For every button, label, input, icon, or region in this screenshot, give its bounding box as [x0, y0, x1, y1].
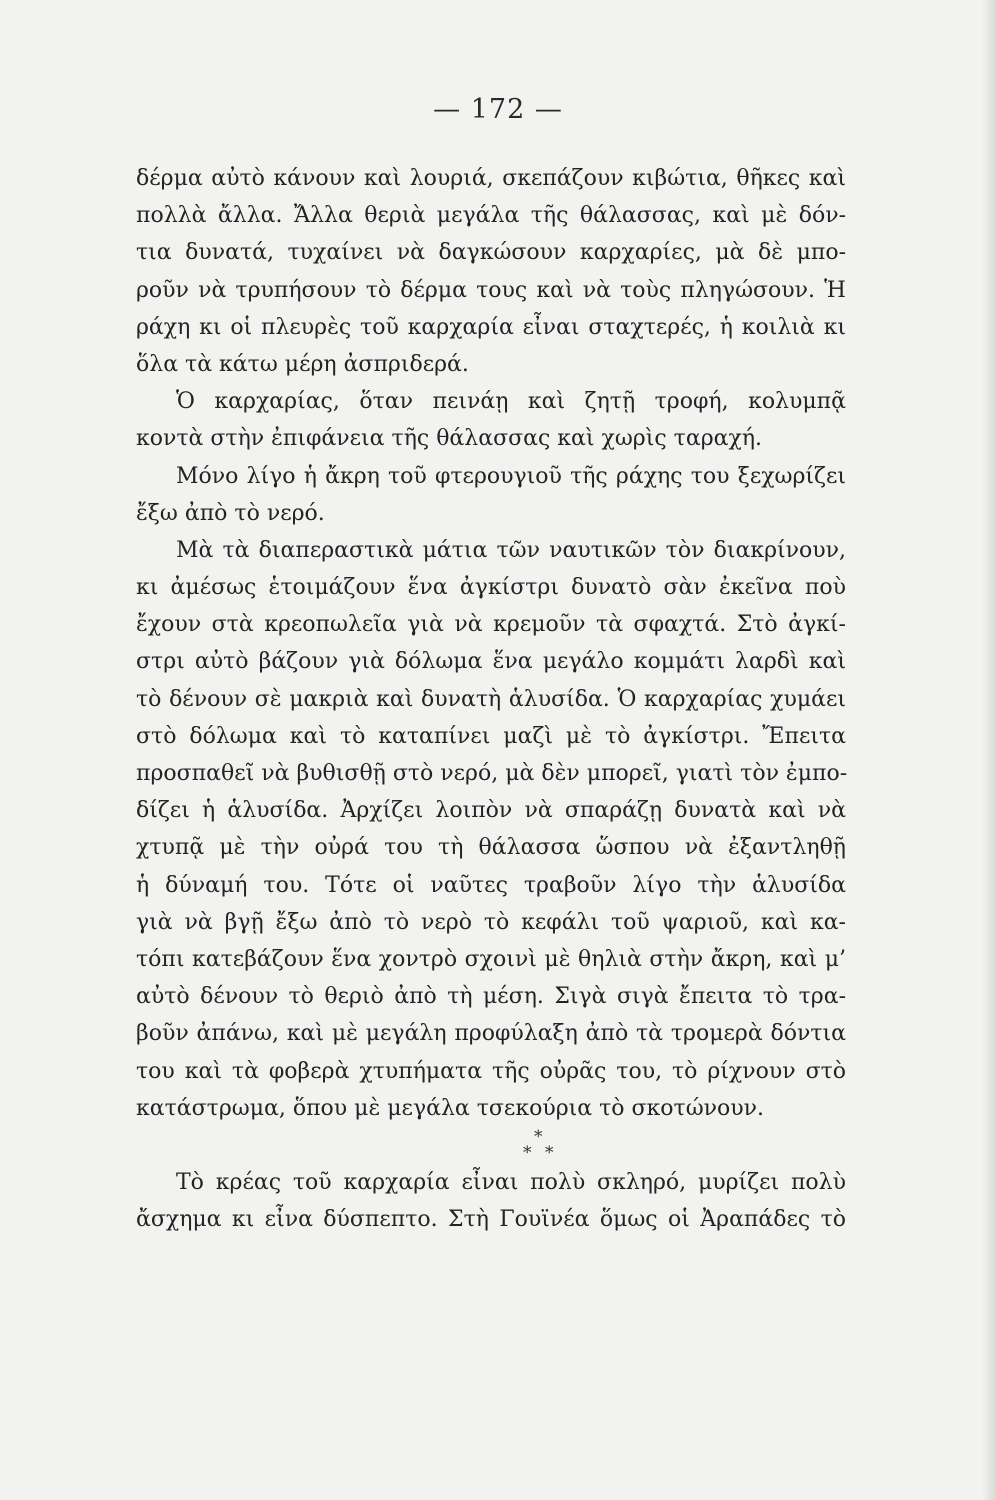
text-line: προσπαθεῖ νὰ βυθισθῇ στὸ νερό, μὰ δὲν μπορεῖ, γιατὶ τὸν ἐμπο-: [136, 761, 848, 786]
text-line: τια δυνατά, τυχαίνει νὰ δαγκώσουν καρχαρίες, μὰ δὲ μπο-: [136, 240, 846, 266]
text-line: ροῦν νὰ τρυπήσουν τὸ δέρμα τους καὶ νὰ τοὺς πληγώσουν. Ἡ: [136, 277, 846, 303]
text-line: τόπι κατεβάζουν ἕνα χοντρὸ σχοινὶ μὲ θηλιὰ στὴν ἄκρη, καὶ μ’: [136, 946, 846, 972]
text-line: γιὰ νὰ βγῇ ἔξω ἀπὸ τὸ νερὸ τὸ κεφάλι τοῦ ψαριοῦ, καὶ κα-: [136, 909, 846, 935]
text-line: ἔχουν στὰ κρεοπωλεῖα γιὰ νὰ κρεμοῦν τὰ σφαχτά. Στὸ ἀγκί-: [136, 612, 846, 638]
text-line: τὸ δένουν σὲ μακριὰ καὶ δυνατὴ ἁλυσίδα. Ὁ καρχαρίας χυμάει: [136, 686, 846, 712]
text-line: ὅλα τὰ κάτω μέρη ἀσπριδερά.: [136, 351, 469, 377]
text-line: στὸ δόλωμα καὶ τὸ καταπίνει μαζὶ μὲ τὸ ἀγκίστρι. Ἔπειτα: [136, 723, 846, 749]
page-number: — 172 —: [433, 94, 563, 125]
text-line: δίζει ἡ ἁλυσίδα. Ἀρχίζει λοιπὸν νὰ σπαράζῃ δυνατὰ καὶ νὰ: [136, 798, 846, 824]
paragraph-start-line: Μὰ τὰ διαπεραστικὰ μάτια τῶν ναυτικῶν τὸν διακρίνουν,: [176, 537, 846, 563]
paragraph-start-line: Μόνο λίγο ἡ ἄκρη τοῦ φτερουγιοῦ τῆς ράχης του ξεχωρίζει: [176, 463, 846, 489]
body-text: [136, 160, 846, 1238]
text-line: δέρμα αὐτὸ κάνουν καὶ λουριά, σκεπάζουν κιβώτια, θῆκες καὶ: [136, 166, 846, 191]
section-separator-asterism: [136, 1127, 846, 1164]
text-line: ἄσχημα κι εἶνα δύσπεπτο. Στὴ Γουϊνέα ὅμως οἱ Ἀραπάδες τὸ: [136, 1207, 846, 1233]
text-line: στρι αὐτὸ βάζουν γιὰ δόλωμα ἕνα μεγάλο κομμάτι λαρδὶ καὶ: [136, 649, 846, 675]
paragraph-start-line: Τὸ κρέας τοῦ καρχαρία εἶναι πολὺ σκληρό, μυρίζει πολὺ: [176, 1169, 846, 1195]
text-line: ράχη κι οἱ πλευρὲς τοῦ καρχαρία εἶναι σταχτερές, ἡ κοιλιὰ κι: [136, 314, 846, 340]
text-line: βοῦν ἀπάνω, καὶ μὲ μεγάλη προφύλαξη ἀπὸ τὰ τρομερὰ δόντια: [136, 1021, 846, 1047]
asterisk-right: *: [545, 1142, 554, 1163]
text-line: κατάστρωμα, ὅπου μὲ μεγάλα τσεκούρια τὸ σκοτώνουν.: [136, 1095, 764, 1121]
text-line: αὐτὸ δένουν τὸ θεριὸ ἀπὸ τὴ μέση. Σιγὰ σιγὰ ἔπειτα τὸ τρα-: [136, 984, 846, 1010]
text-line: του καὶ τὰ φοβερὰ χτυπήματα τῆς οὐρᾶς του, τὸ ρίχνουν στὸ: [136, 1058, 846, 1084]
text-line: κοντὰ στὴν ἐπιφάνεια τῆς θάλασσας καὶ χωρὶς ταραχή.: [136, 426, 762, 452]
text-line: ἡ δύναμή του. Τότε οἱ ναῦτες τραβοῦν λίγο τὴν ἁλυσίδα: [136, 872, 846, 898]
text-line: πολλὰ ἄλλα. Ἄλλα θεριὰ μεγάλα τῆς θάλασσας, καὶ μὲ δόν-: [136, 203, 846, 229]
asterisk-left: *: [523, 1142, 532, 1163]
text-line: ἔξω ἀπὸ τὸ νερό.: [136, 500, 325, 526]
paragraph-start-line: Ὁ καρχαρίας, ὅταν πεινάῃ καὶ ζητῇ τροφή, κολυμπᾷ: [176, 389, 846, 415]
asterisk-top: *: [534, 1126, 543, 1147]
text-line: κι ἀμέσως ἑτοιμάζουν ἕνα ἀγκίστρι δυνατὸ σὰν ἐκεῖνα ποὺ: [136, 575, 846, 601]
page-edge-shadow: [982, 0, 996, 1500]
text-line: χτυπᾷ μὲ τὴν οὐρά του τὴ θάλασσα ὥσπου νὰ ἐξαντληθῇ: [136, 835, 846, 861]
